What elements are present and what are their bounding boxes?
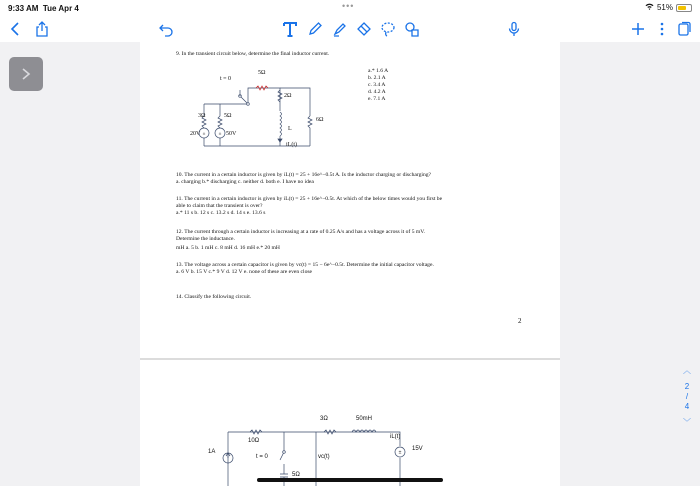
- share-icon[interactable]: [32, 19, 52, 39]
- label-p2-r10: 10Ω: [248, 438, 260, 444]
- highlighter-icon[interactable]: [330, 19, 350, 39]
- label-r2: 2Ω: [284, 93, 292, 99]
- sidebar-toggle-button[interactable]: [9, 57, 43, 91]
- add-icon[interactable]: [628, 19, 648, 39]
- label-r6: 6Ω: [316, 117, 324, 123]
- question-9-options: [368, 68, 388, 103]
- svg-text:±: ±: [398, 450, 402, 456]
- question-14-text: 14. Classify the following circuit.: [176, 294, 252, 300]
- shapes-icon[interactable]: [402, 19, 422, 39]
- left-sidebar: [0, 42, 140, 486]
- question-13-text: 13. The voltage across a certain capacitor is given by vc(t) = 15 − 6e^−0.5t. Determine the initial capacitor voltage.: [176, 262, 434, 268]
- label-p2-r5: 5Ω: [292, 472, 300, 478]
- question-9-text: 9. In the transient circuit below, determine the final inductor current.: [176, 51, 330, 57]
- page-total: 4: [684, 402, 690, 411]
- page-separator: /: [685, 392, 689, 401]
- label-p2-v15: 15V: [412, 446, 423, 452]
- pages-icon[interactable]: [674, 19, 694, 39]
- toolbar: [0, 16, 700, 42]
- label-v50: 50V: [226, 131, 237, 137]
- label-t0: t = 0: [220, 76, 232, 82]
- right-gutter: [560, 42, 700, 486]
- back-icon[interactable]: [6, 19, 26, 39]
- label-p2-il: iL(t): [390, 434, 401, 440]
- question-10-text: 10. The current in a certain inductor is given by iL(t) = 25 + 16e^−0.5t A. Is the inductor charging or discharging?: [176, 172, 432, 178]
- status-time: 9:33 AM Tue Apr 4: [8, 4, 79, 13]
- label-r5: 5Ω: [224, 113, 232, 119]
- q9-circuit-diagram: [180, 66, 370, 156]
- label-p2-l50: 50mH: [356, 416, 373, 422]
- label-p2-i1: 1A: [208, 449, 216, 455]
- document-page-2: [140, 360, 560, 486]
- wifi-icon: [645, 3, 654, 12]
- label-inductor: L: [288, 126, 292, 132]
- q9-option-c: c. 3.4 A: [368, 82, 386, 88]
- label-p2-t0: t = 0: [256, 454, 268, 460]
- question-12-text2: Determine the inductance.: [176, 236, 235, 242]
- label-r3: 3Ω: [198, 113, 206, 119]
- status-right: [645, 3, 692, 12]
- battery-icon: [676, 4, 692, 12]
- question-12-options: mH a. 5 b. 1 mH c. 8 mH d. 16 mH e.* 20 mH: [176, 245, 280, 251]
- chevron-up-icon[interactable]: ︿: [683, 366, 691, 375]
- page-navigator[interactable]: [680, 366, 694, 428]
- microphone-icon[interactable]: [504, 19, 524, 39]
- label-p2-r3: 3Ω: [320, 416, 328, 422]
- multitask-dots[interactable]: •••: [342, 1, 355, 11]
- chevron-right-icon: [20, 67, 32, 81]
- label-p2-vc: vc(t): [318, 454, 330, 460]
- label-v20: 20V: [190, 131, 201, 137]
- status-bar: [0, 0, 700, 16]
- eraser-icon[interactable]: [354, 19, 374, 39]
- question-13-options: a. 6 V b. 15 V c.* 9 V d. 12 V e. none of these are even close: [176, 269, 313, 275]
- svg-text:±: ±: [218, 132, 222, 137]
- question-11-text: 11. The current in a certain inductor is given by iL(t) = 25 + 16e^−0.5t. At which of the below times would you first be: [176, 196, 443, 202]
- q9-option-d: d. 4.2 A: [368, 89, 386, 95]
- lasso-icon[interactable]: [378, 19, 398, 39]
- question-10-options: a. charging b.* discharging c. neither d. both e. I have no idea: [176, 179, 314, 185]
- page-current: 2: [684, 382, 690, 391]
- label-r5-top: 5Ω: [258, 70, 266, 76]
- q9-option-a: a.* 1.6 A: [368, 68, 389, 74]
- undo-icon[interactable]: [156, 19, 176, 39]
- document-page: [140, 42, 560, 358]
- question-12-text: 12. The current through a certain inductor is increasing at a rate of 0.25 A/s and has a voltage across it of 5 mV.: [176, 229, 425, 235]
- battery-percent: 51%: [656, 3, 673, 12]
- q9-option-b: b. 2.1 A: [368, 75, 386, 81]
- chevron-down-icon[interactable]: ﹀: [683, 418, 691, 427]
- more-icon[interactable]: [652, 19, 672, 39]
- svg-text:±: ±: [202, 132, 206, 137]
- label-il: iL(t): [286, 142, 297, 148]
- question-11-options: a.* 11 s b. 12 s c. 13.2 s d. 14 s e. 13.6 s: [176, 210, 266, 216]
- text-tool-icon[interactable]: [280, 19, 300, 39]
- q14-circuit-diagram: [220, 412, 440, 486]
- home-indicator[interactable]: [257, 478, 443, 482]
- pen-icon[interactable]: [305, 19, 325, 39]
- q9-option-e: e. 7.1 A: [368, 96, 386, 102]
- page-number: 2: [518, 317, 522, 325]
- question-11-text2: able to claim that the transient is over?: [176, 203, 263, 209]
